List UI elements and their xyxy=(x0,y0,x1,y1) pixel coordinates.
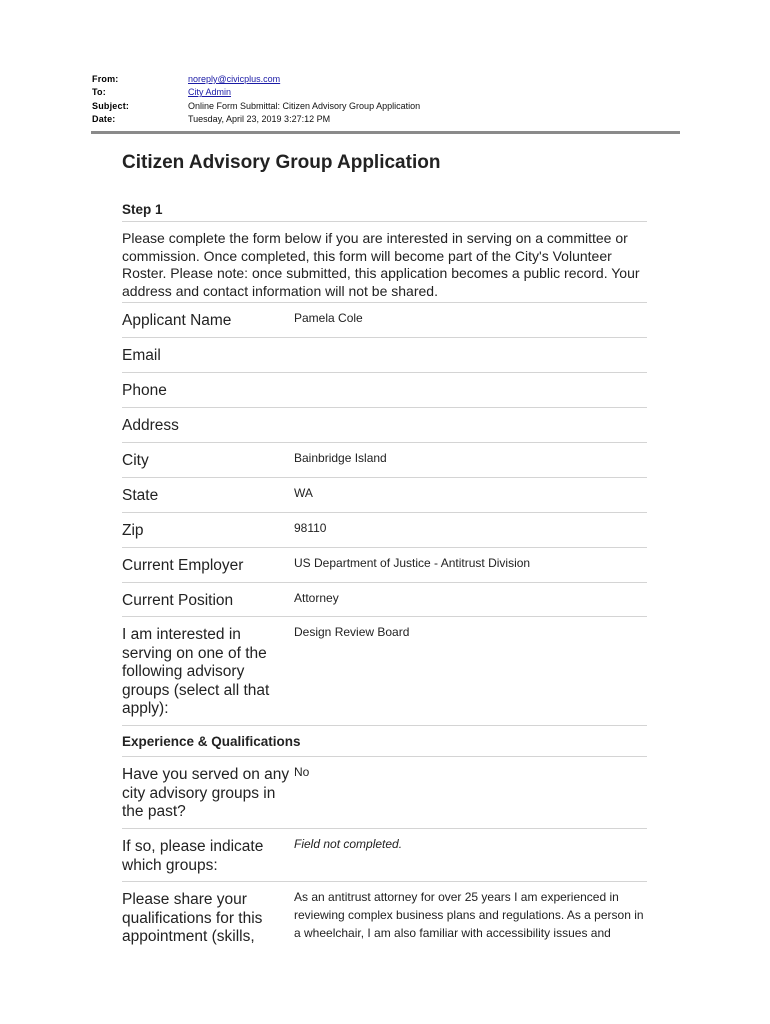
from-label: From: xyxy=(92,73,119,84)
field-value: As an antitrust attorney for over 25 years I am experienced in reviewing complex business plans and regulations. As a person in a wheelchair, I am also familiar with accessibility issues and xyxy=(294,890,644,940)
field-value: Pamela Cole xyxy=(294,311,363,325)
field-row-applicant-name xyxy=(122,303,647,338)
field-value: US Department of Justice - Antitrust Division xyxy=(294,556,531,570)
field-row-phone xyxy=(122,373,647,408)
from-email-link[interactable]: noreply@civicplus.com xyxy=(188,73,281,84)
from-row xyxy=(92,72,420,86)
field-label: If so, please indicate which groups: xyxy=(122,838,264,874)
field-value: Attorney xyxy=(294,591,339,605)
field-label: Email xyxy=(122,347,161,364)
field-row-qualifications xyxy=(122,882,647,962)
field-label: City xyxy=(122,452,149,469)
form-title: Citizen Advisory Group Application xyxy=(122,152,441,173)
field-value: Design Review Board xyxy=(294,625,410,639)
field-row-state xyxy=(122,478,647,513)
header-divider xyxy=(91,131,680,134)
email-header xyxy=(92,72,420,126)
field-value: Bainbridge Island xyxy=(294,451,387,465)
field-row-advisory-groups xyxy=(122,617,647,726)
field-label: I am interested in serving on one of the following advisory groups (select all that apply): xyxy=(122,626,270,717)
field-label: Have you served on any city advisory groups in the past? xyxy=(122,766,290,820)
subject-value: Online Form Submittal: Citizen Advisory Group Application xyxy=(188,100,421,111)
field-label: Current Employer xyxy=(122,557,244,574)
experience-heading: Experience & Qualifications xyxy=(122,726,647,757)
date-row xyxy=(92,113,420,127)
field-value xyxy=(294,408,647,442)
step-heading: Step 1 xyxy=(122,202,163,217)
field-row-current-position xyxy=(122,583,647,617)
field-label: Please share your qualifications for this appointment (skills, xyxy=(122,891,263,945)
form-intro: Please complete the form below if you are interested in serving on a committee or commission. Once completed, this form will become part of the City's Volunteer Roster. Please note: once submitted, this application becomes a public record. Your address and contact information will not be shared. xyxy=(122,230,640,299)
subject-row xyxy=(92,99,420,113)
field-row-email xyxy=(122,338,647,373)
to-label: To: xyxy=(92,87,106,98)
field-value: WA xyxy=(294,486,313,500)
form-submission xyxy=(122,150,647,962)
to-recipient-link[interactable]: City Admin xyxy=(188,87,232,98)
field-row-which-groups xyxy=(122,829,647,882)
field-row-zip xyxy=(122,513,647,548)
field-row-city xyxy=(122,443,647,478)
field-row-current-employer xyxy=(122,548,647,583)
subject-label: Subject: xyxy=(92,100,130,111)
to-row xyxy=(92,86,420,100)
field-label: Applicant Name xyxy=(122,312,232,329)
field-label: Current Position xyxy=(122,592,234,609)
field-value: 98110 xyxy=(294,521,327,535)
field-label: Phone xyxy=(122,382,167,399)
field-value: Field not completed. xyxy=(294,837,403,851)
date-label: Date: xyxy=(92,114,116,125)
field-label: Address xyxy=(122,417,179,434)
field-label: State xyxy=(122,487,159,504)
field-row-address xyxy=(122,408,647,443)
field-value: No xyxy=(294,765,310,779)
date-value: Tuesday, April 23, 2019 3:27:12 PM xyxy=(188,114,331,125)
field-value xyxy=(294,338,647,372)
field-label: Zip xyxy=(122,522,144,539)
field-row-served-before xyxy=(122,757,647,829)
field-value xyxy=(294,373,647,407)
